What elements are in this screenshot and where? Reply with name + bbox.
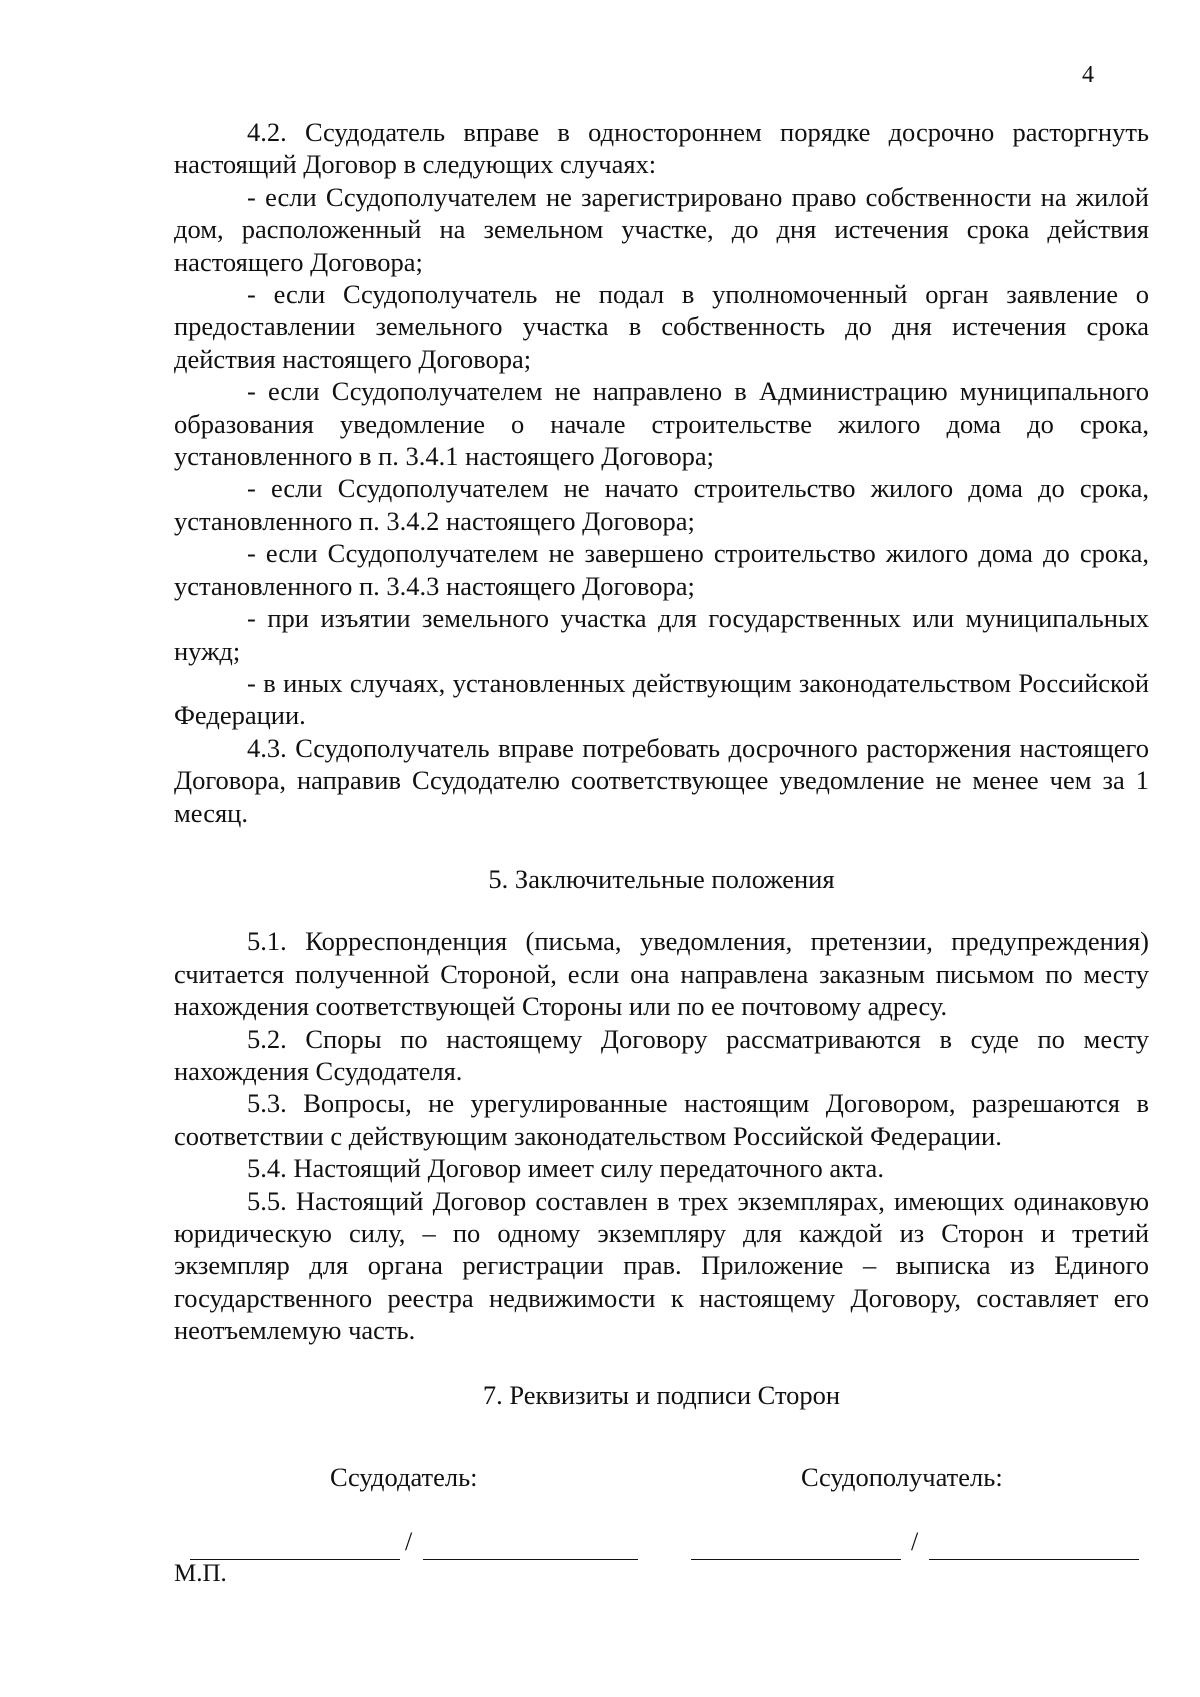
section-7-heading: 7. Реквизиты и подписи Сторон	[482, 1379, 841, 1410]
signature-separator: /	[911, 1527, 919, 1556]
document-body	[174, 116, 1149, 1411]
paragraph-5-1: 5.1. Корреспонденция (письма, уведомления, претензии, предупреждения) считается полученной Стороной, если она направлена заказным письмом по месту нахождения соответствующей Стороны или по ее почтовому адресу.	[174, 926, 1149, 1022]
list-item: - если Ссудополучателем не завершено строительство жилого дома до срока, установленного п. 3.4.3 настоящего Договора;	[174, 538, 1149, 601]
paragraph-5-4: 5.4. Настоящий Договор имеет силу передаточного акта.	[247, 1153, 884, 1184]
list-item: - если Ссудополучателем не направлено в Администрацию муниципального образования уведомление о начале строительстве жилого дома до срока, установленного в п. 3.4.1 настоящего Договора;	[174, 376, 1149, 472]
borrower-signature-line	[691, 1559, 901, 1561]
signature-separator: /	[405, 1527, 413, 1556]
paragraph-4-3: 4.3. Ссудополучатель вправе потребовать досрочного расторжения настоящего Договора, направив Ссудодателю соответствующее уведомление не менее чем за 1 месяц.	[174, 732, 1149, 828]
list-item: - в иных случаях, установленных действующим законодательством Российской Федерации.	[174, 667, 1149, 731]
lender-label: Ссудодатель:	[330, 1462, 478, 1492]
lender-name-line	[423, 1559, 638, 1561]
paragraph-5-3: 5.3. Вопросы, не урегулированные настоящим Договором, разрешаются в соответствии с действующим законодательством Российской Федерации.	[174, 1088, 1149, 1151]
borrower-label: Ссудополучатель:	[801, 1462, 1003, 1492]
list-item: - при изъятии земельного участка для государственных или муниципальных нужд;	[174, 603, 1149, 666]
paragraph-5-5: 5.5. Настоящий Договор составлен в трех экземплярах, имеющих одинаковую юридическую силу, – по одному экземпляру для каждой из Сторон и третий экземпляр для органа регистрации прав. Приложение – выписка из Единого государственного реестра недвижимости к настоящему Договору, составляет его неотъемлемую часть.	[174, 1185, 1149, 1346]
list-item: - если Ссудополучателем не зарегистрировано право собственности на жилой дом, расположенный на земельном участке, до дня истечения срока действия настоящего Договора;	[174, 181, 1149, 277]
page-number: 4	[1082, 62, 1094, 88]
borrower-name-line	[929, 1559, 1139, 1561]
paragraph-4-2: 4.2. Ссудодатель вправе в одностороннем порядке досрочно расторгнуть настоящий Договор в следующих случаях:	[174, 117, 1149, 180]
list-item: - если Ссудополучателем не начато строительство жилого дома до срока, установленного п. 3.4.2 настоящего Договора;	[174, 473, 1149, 536]
stamp-label: М.П.	[174, 1560, 227, 1587]
section-5-heading: 5. Заключительные положения	[488, 863, 835, 894]
paragraph-5-2: 5.2. Споры по настоящему Договору рассматриваются в суде по месту нахождения Ссудодателя.	[174, 1023, 1149, 1086]
list-item: - если Ссудополучатель не подал в уполномоченный орган заявление о предоставлении земельного участка в собственность до дня истечения срока действия настоящего Договора;	[174, 279, 1149, 374]
